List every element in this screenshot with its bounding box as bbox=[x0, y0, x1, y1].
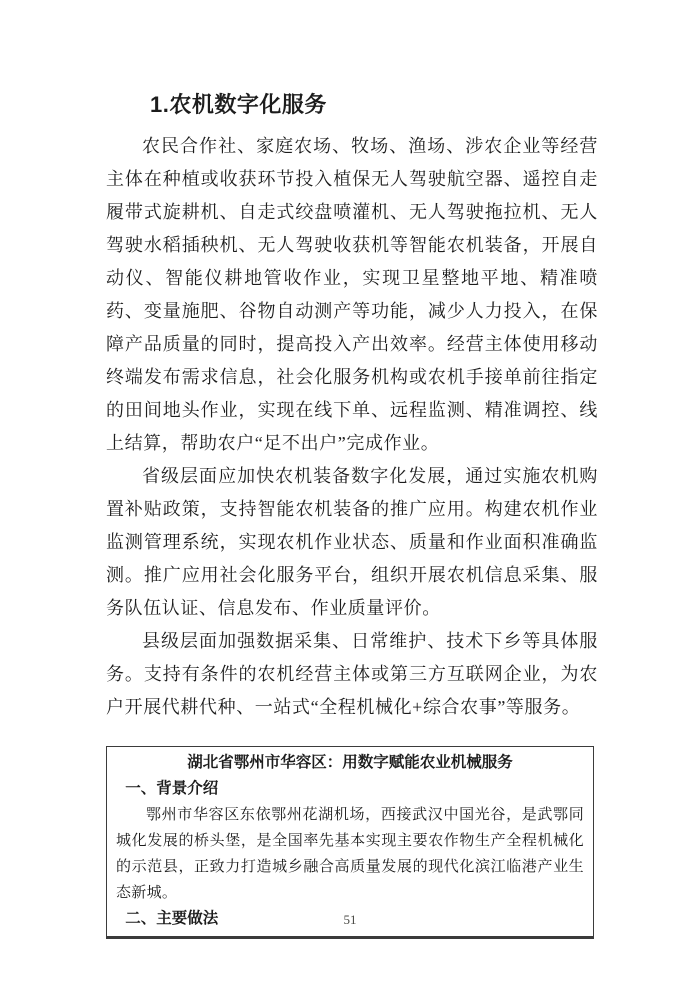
body-paragraph-2: 省级层面应加快农机装备数字化发展，通过实施农机购置补贴政策，支持智能农机装备的推广应用。构建农机作业监测管理系统，实现农机作业状态、质量和作业面积准确监测。推广应用社会化服务平台，组织开展农机信息采集、服务队伍认证、信息发布、作业质量评价。 bbox=[106, 466, 598, 618]
case-section-1-heading: 一、背景介绍 bbox=[125, 780, 219, 797]
case-study-box bbox=[106, 746, 594, 939]
article-body bbox=[106, 90, 598, 724]
page-number: 51 bbox=[343, 912, 357, 927]
case-background-paragraph: 鄂州市华容区东依鄂州花湖机场，西接武汉中国光谷，是武鄂同城化发展的桥头堡，是全国率先基本实现主要农作物生产全程机械化的示范县，正致力打造城乡融合高质量发展的现代化滨江临港产业生态新城。 bbox=[116, 807, 584, 901]
case-section-2-heading: 二、主要做法 bbox=[125, 910, 219, 927]
case-study-title: 湖北省鄂州市华容区：用数字赋能农业机械服务 bbox=[187, 754, 513, 771]
section-heading: 1.农机数字化服务 bbox=[150, 92, 327, 117]
body-paragraph-3: 县级层面加强数据采集、日常维护、技术下乡等具体服务。支持有条件的农机经营主体或第三方互联网企业，为农户开展代耕代种、一站式“全程机械化+综合农事”等服务。 bbox=[106, 631, 598, 717]
body-paragraph-1: 农民合作社、家庭农场、牧场、渔场、涉农企业等经营主体在种植或收获环节投入植保无人驾驶航空器、遥控自走履带式旋耕机、自走式绞盘喷灌机、无人驾驶拖拉机、无人驾驶水稻插秧机、无人驾驶收获机等智能农机装备，开展自动仪、智能仪耕地管收作业，实现卫星整地平地、精准喷药、变量施肥、谷物自动测产等功能，减少人力投入，在保障产品质量的同时，提高投入产出效率。经营主体使用移动终端发布需求信息，社会化服务机构或农机手接单前往指定的田间地头作业，实现在线下单、远程监测、精准调控、线上结算，帮助农户“足不出户”完成作业。 bbox=[106, 136, 598, 453]
